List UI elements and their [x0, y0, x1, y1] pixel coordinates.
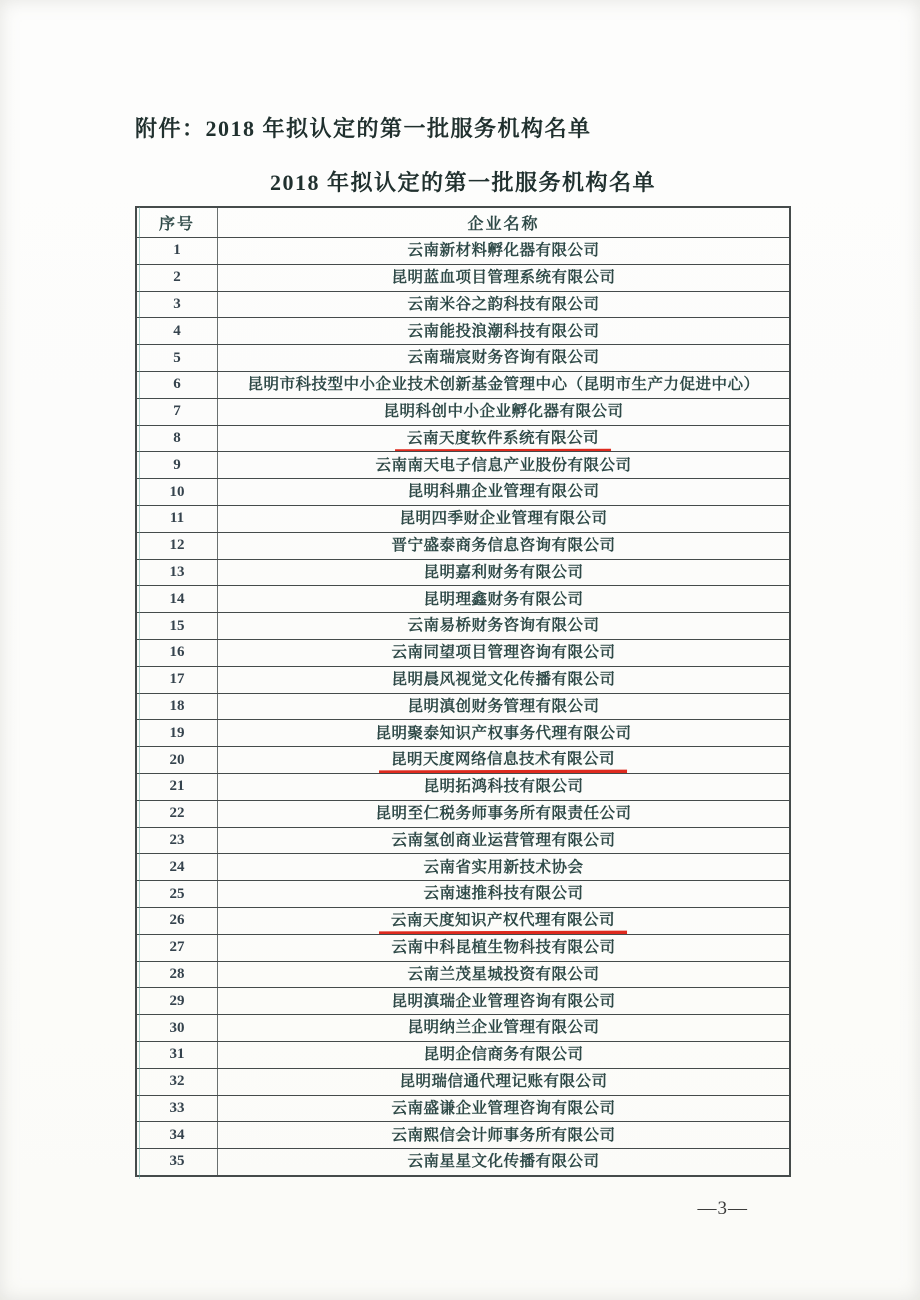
table-row	[136, 773, 790, 800]
row-serial-number: 1	[136, 238, 218, 265]
row-serial-number: 9	[136, 452, 218, 479]
row-serial-number: 21	[136, 773, 218, 800]
company-name: 云南氢创商业运营管理有限公司	[391, 831, 616, 849]
table-row	[136, 1068, 790, 1095]
table-row	[136, 345, 790, 372]
row-company-cell	[218, 1041, 791, 1068]
row-company-cell	[218, 479, 791, 506]
company-name: 云南瑞宸财务咨询有限公司	[407, 349, 600, 367]
table-row	[136, 452, 790, 479]
table-row	[136, 639, 790, 666]
row-serial-number: 3	[136, 291, 218, 318]
company-name: 昆明科鼎企业管理有限公司	[407, 483, 600, 501]
row-company-cell	[218, 238, 791, 265]
table-row	[136, 1122, 790, 1149]
row-serial-number: 13	[136, 559, 218, 586]
row-company-cell	[218, 773, 791, 800]
attachment-title: 附件：2018 年拟认定的第一批服务机构名单	[135, 116, 592, 141]
table-row	[136, 1041, 790, 1068]
row-company-cell	[218, 264, 791, 291]
row-company-cell	[218, 720, 791, 747]
table-header	[136, 207, 790, 238]
company-name: 昆明拓鸿科技有限公司	[423, 778, 584, 796]
table-row	[136, 532, 790, 559]
row-serial-number: 20	[136, 747, 218, 774]
row-company-cell	[218, 800, 791, 827]
row-serial-number: 25	[136, 881, 218, 908]
row-company-cell	[218, 1149, 791, 1176]
company-name: 云南米谷之韵科技有限公司	[407, 295, 600, 313]
row-company-cell	[218, 988, 791, 1015]
header-company-name: 企业名称	[218, 207, 791, 238]
row-company-cell	[218, 452, 791, 479]
row-company-cell	[218, 345, 791, 372]
row-serial-number: 19	[136, 720, 218, 747]
row-serial-number: 15	[136, 613, 218, 640]
company-name: 昆明蓝血项目管理系统有限公司	[391, 269, 616, 286]
row-serial-number: 14	[136, 586, 218, 613]
company-name: 昆明至仁税务师事务所有限责任公司	[375, 804, 632, 822]
row-serial-number: 17	[136, 666, 218, 693]
table-row	[136, 479, 790, 506]
table-title: 2018 年拟认定的第一批服务机构名单	[269, 170, 656, 195]
row-serial-number: 35	[136, 1149, 218, 1176]
table-row	[136, 827, 790, 854]
company-name: 云南熙信会计师事务所有限公司	[391, 1126, 616, 1144]
row-company-cell	[218, 532, 791, 559]
company-name-red-underlined: 云南天度软件系统有限公司	[395, 428, 611, 451]
company-name: 云南能投浪潮科技有限公司	[407, 322, 600, 340]
company-name: 昆明四季财企业管理有限公司	[399, 510, 608, 528]
company-name: 云南中科昆植生物科技有限公司	[391, 938, 616, 956]
row-serial-number: 34	[136, 1122, 218, 1149]
table-row	[136, 398, 790, 425]
company-name: 昆明嘉利财务有限公司	[423, 563, 584, 581]
row-company-cell	[218, 1122, 791, 1149]
company-name: 云南速推科技有限公司	[423, 885, 584, 903]
row-serial-number: 6	[136, 371, 218, 398]
row-serial-number: 16	[136, 639, 218, 666]
table-row	[136, 934, 790, 961]
row-company-cell	[218, 586, 791, 613]
company-name: 昆明市科技型中小企业技术创新基金管理中心（昆明市生产力促进中心）	[247, 376, 760, 394]
row-company-cell	[218, 318, 791, 345]
row-company-cell	[218, 1095, 791, 1122]
company-name: 昆明科创中小企业孵化器有限公司	[383, 402, 624, 420]
company-table	[135, 206, 791, 1177]
table-row	[136, 693, 790, 720]
row-serial-number: 29	[136, 988, 218, 1015]
table-row	[136, 800, 790, 827]
row-company-cell	[218, 854, 791, 881]
company-name: 云南易桥财务咨询有限公司	[407, 617, 600, 635]
table-row	[136, 747, 790, 774]
table-row	[136, 291, 790, 318]
company-name: 昆明滇瑞企业管理咨询有限公司	[391, 992, 616, 1010]
row-serial-number: 23	[136, 827, 218, 854]
table-row	[136, 505, 790, 532]
row-serial-number: 7	[136, 398, 218, 425]
company-name: 昆明纳兰企业管理有限公司	[407, 1019, 600, 1037]
company-name: 云南盛谦企业管理咨询有限公司	[391, 1099, 616, 1117]
row-company-cell	[218, 371, 791, 398]
row-serial-number: 4	[136, 318, 218, 345]
table-row	[136, 238, 790, 265]
row-company-cell	[218, 639, 791, 666]
table-row	[136, 613, 790, 640]
row-company-cell	[218, 961, 791, 988]
table-row	[136, 666, 790, 693]
row-serial-number: 26	[136, 907, 218, 934]
row-company-cell	[218, 666, 791, 693]
company-name: 昆明晨风视觉文化传播有限公司	[391, 670, 616, 688]
table-row	[136, 720, 790, 747]
company-name: 晋宁盛泰商务信息咨询有限公司	[391, 536, 616, 554]
table-row	[136, 1095, 790, 1122]
row-serial-number: 11	[136, 505, 218, 532]
company-name: 云南同望项目管理咨询有限公司	[391, 644, 616, 662]
company-name: 昆明企信商务有限公司	[423, 1046, 584, 1064]
page-number: —3—	[697, 1198, 748, 1219]
table-row	[136, 586, 790, 613]
row-serial-number: 27	[136, 934, 218, 961]
row-company-cell	[218, 827, 791, 854]
table-row	[136, 988, 790, 1015]
company-name: 昆明理鑫财务有限公司	[423, 590, 584, 608]
row-serial-number: 10	[136, 479, 218, 506]
company-name: 昆明滇创财务管理有限公司	[407, 697, 600, 715]
company-name: 云南南天电子信息产业股份有限公司	[375, 456, 632, 474]
company-name: 云南新材料孵化器有限公司	[407, 242, 600, 260]
row-serial-number: 12	[136, 532, 218, 559]
row-company-cell	[218, 398, 791, 425]
table-row	[136, 371, 790, 398]
row-company-cell	[218, 291, 791, 318]
company-name-red-underlined: 云南天度知识产权代理有限公司	[379, 911, 627, 934]
row-company-cell	[218, 1015, 791, 1042]
row-company-cell	[218, 747, 791, 774]
row-serial-number: 28	[136, 961, 218, 988]
table-row	[136, 425, 790, 452]
company-name: 云南星星文化传播有限公司	[407, 1153, 600, 1171]
row-serial-number: 32	[136, 1068, 218, 1095]
row-serial-number: 33	[136, 1095, 218, 1122]
row-serial-number: 31	[136, 1041, 218, 1068]
table-row	[136, 961, 790, 988]
row-serial-number: 30	[136, 1015, 218, 1042]
header-serial-number: 序号	[136, 207, 218, 238]
table-row	[136, 318, 790, 345]
table-row	[136, 854, 790, 881]
company-name-red-underlined: 昆明天度网络信息技术有限公司	[379, 750, 627, 773]
row-serial-number: 5	[136, 345, 218, 372]
row-company-cell	[218, 907, 791, 934]
row-company-cell	[218, 613, 791, 640]
table-row	[136, 1149, 790, 1176]
row-serial-number: 18	[136, 693, 218, 720]
row-company-cell	[218, 425, 791, 452]
table-row	[136, 1015, 790, 1042]
row-company-cell	[218, 693, 791, 720]
row-company-cell	[218, 934, 791, 961]
table-row	[136, 264, 790, 291]
company-name: 昆明瑞信通代理记账有限公司	[399, 1072, 608, 1090]
table-row	[136, 559, 790, 586]
company-name: 云南省实用新技术协会	[423, 858, 584, 876]
row-company-cell	[218, 559, 791, 586]
row-company-cell	[218, 1068, 791, 1095]
table-row	[136, 907, 790, 934]
company-name: 昆明聚泰知识产权事务代理有限公司	[375, 724, 632, 742]
header-row	[136, 207, 790, 238]
table-body	[136, 238, 790, 1176]
row-serial-number: 24	[136, 854, 218, 881]
row-serial-number: 2	[136, 264, 218, 291]
row-serial-number: 8	[136, 425, 218, 452]
row-serial-number: 22	[136, 800, 218, 827]
company-name: 云南兰茂星城投资有限公司	[407, 965, 600, 983]
row-company-cell	[218, 881, 791, 908]
table-row	[136, 881, 790, 908]
row-company-cell	[218, 505, 791, 532]
